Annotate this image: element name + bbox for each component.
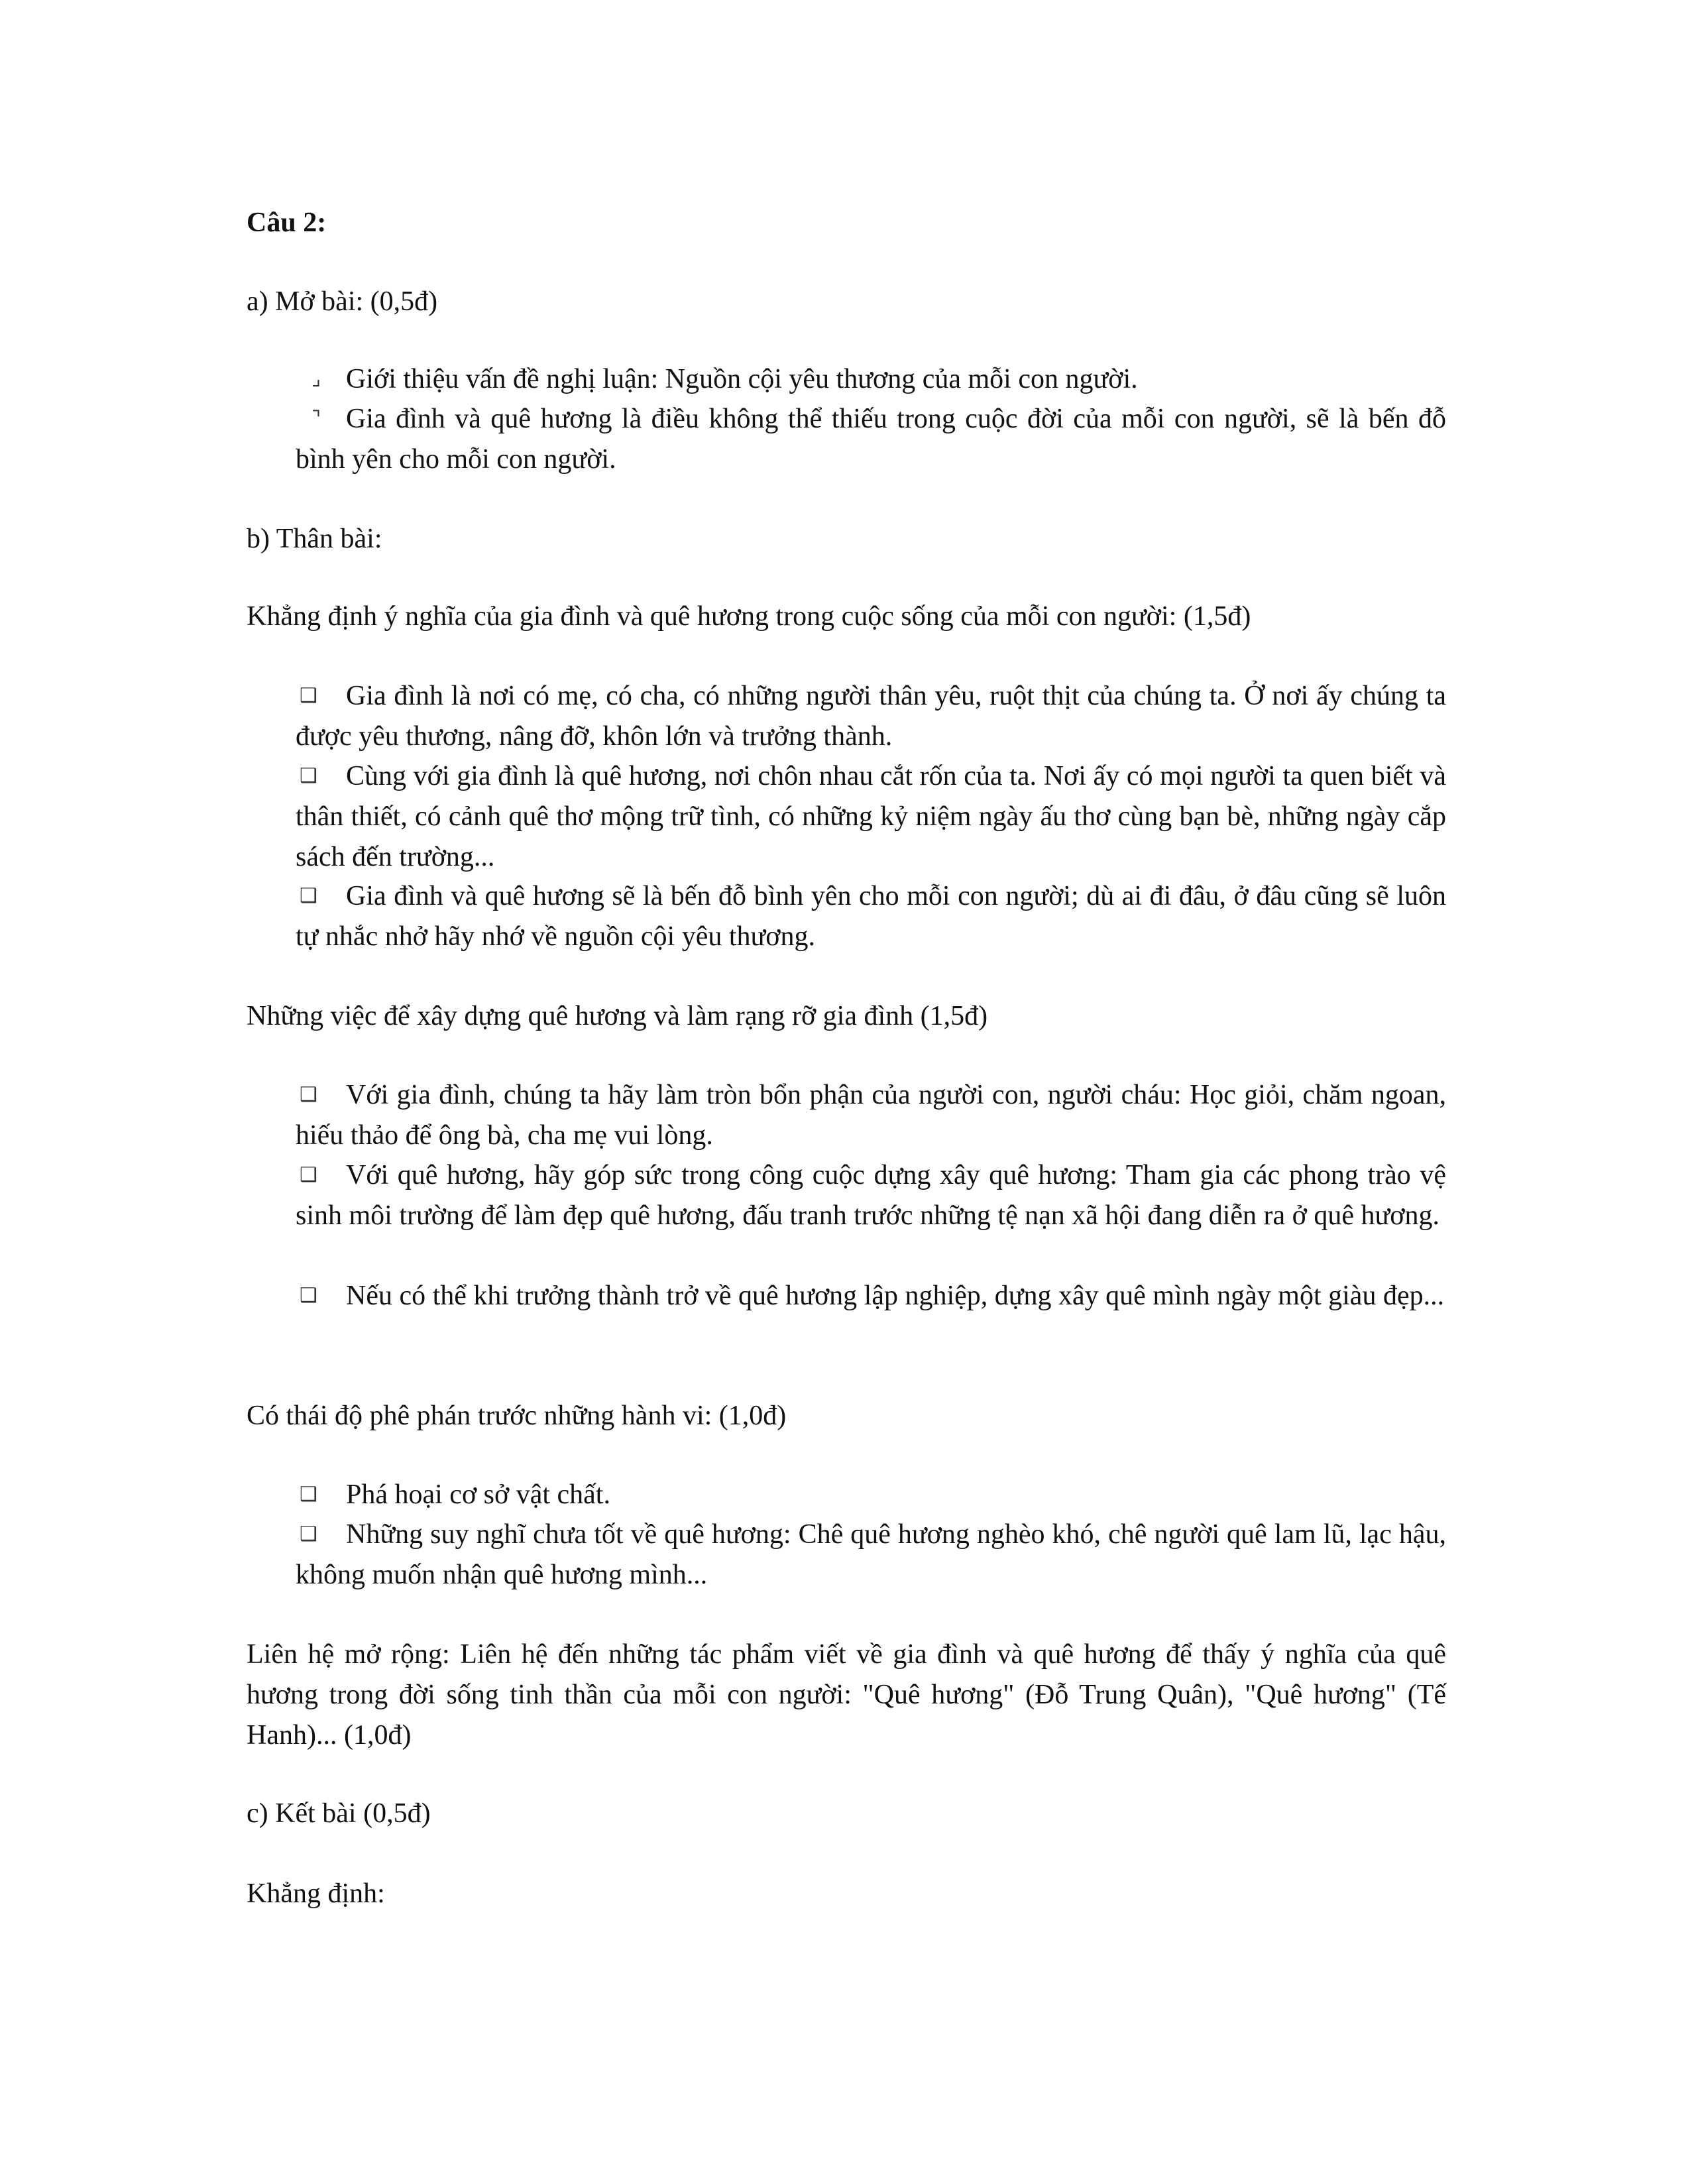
section-b-part1-item-2: Cùng với gia đình là quê hương, nơi chôn nhau cắt rốn của ta. Nơi ấy có mọi người ta quen biết và thân thiết, có cảnh quê thơ mộng trữ tình, có những kỷ niệm ngày ấu thơ cùng bạn bè, những ngày cắp sách đến trường... [296, 761, 1446, 872]
section-a-title: a) Mở bài: (0,5đ) [247, 286, 438, 317]
section-b-title: b) Thân bài: [247, 524, 382, 554]
bullet-icon: ❑ [300, 1163, 317, 1186]
bullet-icon: ❑ [300, 684, 317, 707]
section-b-extension: Liên hệ mở rộng: Liên hệ đến những tác phẩm viết về gia đình và quê hương để thấy ý nghĩa của quê hương trong đời sống tinh thần của mỗi con người: "Quê hương" (Đỗ Trung Quân), "Quê hương" (Tế Hanh)... (1,0đ) [247, 1639, 1446, 1751]
section-b-part1-title: Khẳng định ý nghĩa của gia đình và quê hương trong cuộc sống của mỗi con người: (1,5đ) [247, 601, 1251, 632]
section-b-part3-title: Có thái độ phê phán trước những hành vi: (1,0đ) [247, 1401, 787, 1431]
section-b-part3-item-2: Những suy nghĩ chưa tốt về quê hương: Chê quê hương nghèo khó, chê người quê lam lũ, lạc hậu, không muốn nhận quê hương mình... [296, 1519, 1446, 1590]
section-c-title: c) Kết bài (0,5đ) [247, 1798, 431, 1829]
bullet-icon: ❑ [300, 884, 317, 907]
section-b-part2-title: Những việc để xây dựng quê hương và làm rạng rỡ gia đình (1,5đ) [247, 1001, 988, 1031]
bullet-icon: ❑ [300, 1284, 317, 1307]
bullet-icon: ❑ [300, 764, 317, 787]
section-b-part1-item-1: Gia đình là nơi có mẹ, có cha, có những người thân yêu, ruột thịt của chúng ta. Ở nơi ấy chúng ta được yêu thương, nâng đỡ, khôn lớn và trưởng thành. [296, 681, 1446, 752]
question-heading: Câu 2: [247, 207, 327, 238]
section-c-affirm: Khẳng định: [247, 1878, 385, 1909]
section-b-part2-item-3: Nếu có thể khi trưởng thành trở về quê hương lập nghiệp, dựng xây quê mình ngày một giàu đẹp... [346, 1281, 1445, 1311]
bullet-icon: ⌟ [311, 367, 321, 390]
bullet-icon: ⌝ [311, 407, 321, 430]
bullet-icon: ❑ [300, 1083, 317, 1106]
bullet-icon: ❑ [300, 1523, 317, 1546]
section-a-item-2: Gia đình và quê hương là điều không thể thiếu trong cuộc đời của mỗi con người, sẽ là bến đỗ bình yên cho mỗi con người. [296, 404, 1446, 475]
section-b-part1-item-3: Gia đình và quê hương sẽ là bến đỗ bình yên cho mỗi con người; dù ai đi đâu, ở đâu cũng sẽ luôn tự nhắc nhở hãy nhớ về nguồn cội yêu thương. [296, 881, 1446, 952]
section-b-part2-item-1: Với gia đình, chúng ta hãy làm tròn bổn phận của người con, người cháu: Học giỏi, chăm ngoan, hiếu thảo để ông bà, cha mẹ vui lòng. [296, 1080, 1446, 1151]
section-a-item-1: Giới thiệu vấn đề nghị luận: Nguồn cội yêu thương của mỗi con người. [346, 364, 1138, 394]
bullet-icon: ❑ [300, 1483, 317, 1506]
section-b-part2-item-2: Với quê hương, hãy góp sức trong công cuộc dựng xây quê hương: Tham gia các phong trào vệ sinh môi trường để làm đẹp quê hương, đấu tranh trước những tệ nạn xã hội đang diễn ra ở quê hương. [296, 1160, 1446, 1231]
section-b-part3-item-1: Phá hoại cơ sở vật chất. [346, 1479, 610, 1510]
